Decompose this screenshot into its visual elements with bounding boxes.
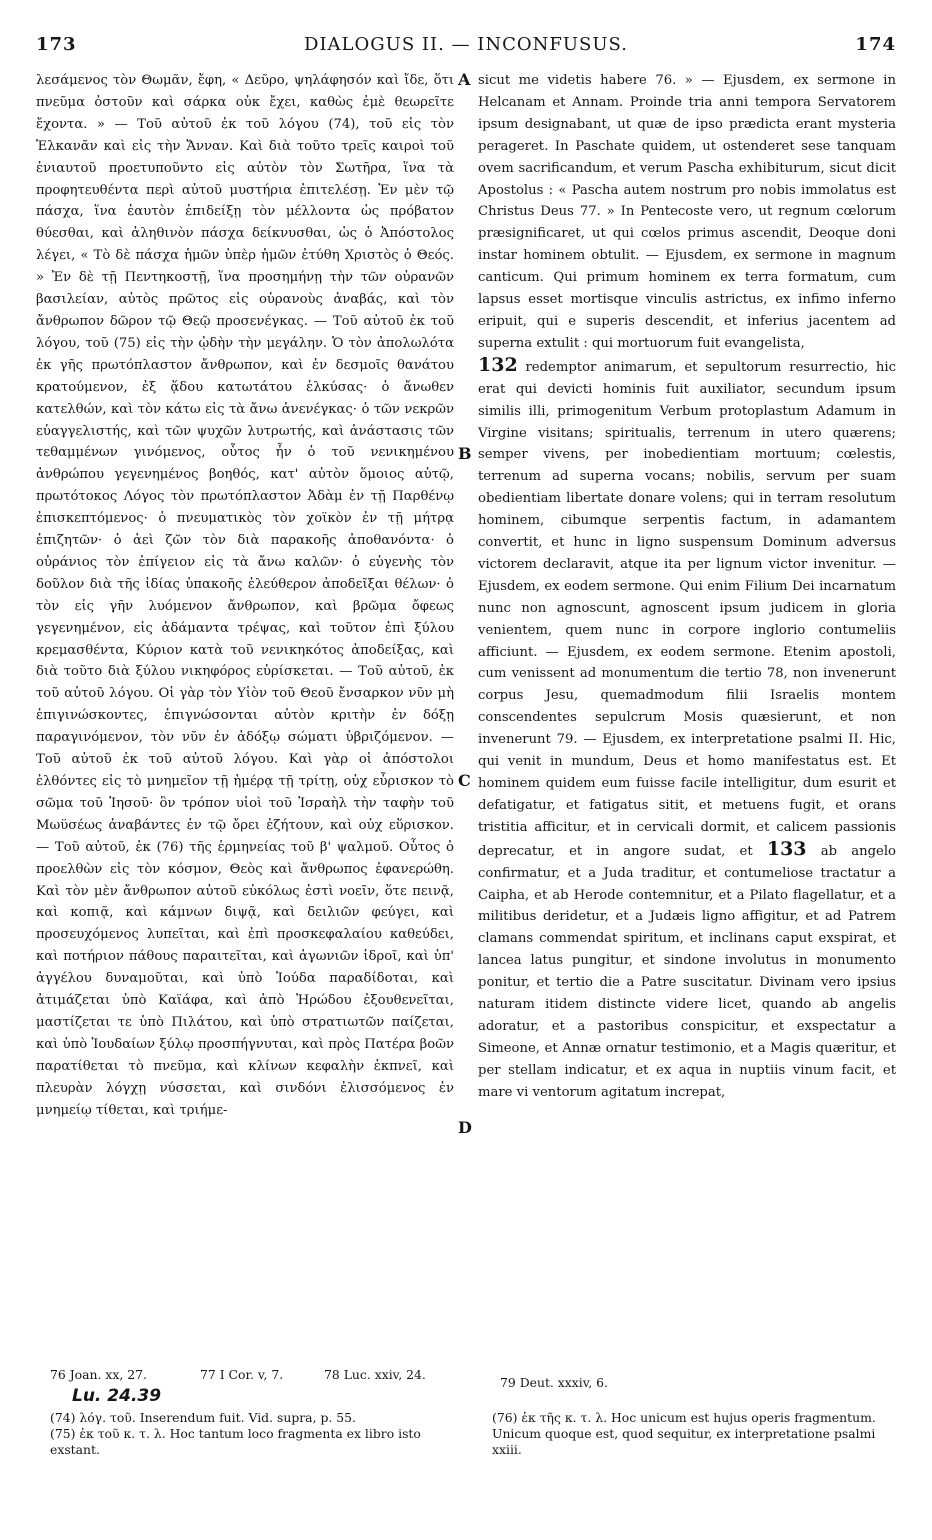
running-title: DIALOGUS II. — INCONFUSUS. [304, 34, 628, 55]
note-75: (75) ἐκ τοῦ κ. τ. λ. Hoc tantum loco fragmenta ex libro isto exstant. [50, 1426, 421, 1457]
column-number-133: 133 [766, 837, 807, 860]
latin-column [478, 70, 896, 1104]
left-page-number: 173 [36, 34, 77, 55]
latin-text-part-2: redemptor animarum, et sepultorum resurrectio, hic erat qui devicti hominis fuit auxiliator, secundum ipsum similis illi, primogenitum Verbum protoplastum Adamum in Virgine visitans; spiritualis, terrenum in utero quærens; semper vivens, per inobedientiam mortuum; cœlestis, terrenum ad superna vocans; nobilis, servum per suam obedientiam libertate donare volens; qui in terram resolutum hominem, cibumque serpentis factum, in adamantem convertit, et hunc in ligno suspensum Dominum adversus victorem declaravit, atque ita per lignum victor invenitur. — Ejusdem, ex eodem sermone. Qui enim Filium Dei incarnatum nunc non agnoscunt, agnoscent ipsum judicem in gloria venientem, quem nunc in corpore inglorio contumeliis afficiunt. — Ejusdem, ex eodem sermone. Etenim apostoli, cum venissent ad monumentum die tertio 78, non invenerunt corpus Jesu, quemadmodum filii Israelis montem conscendentes sepulcrum Mosis quæsierunt, et non invenerunt 79. — Ejusdem, ex interpretatione psalmi II. Hic, qui venit in mundum, Deus et homo manifestatus est. Et hominem quidem eum fuisse facile intelligitur, dum esurit et defatigatur, et fatigatus sitit, et metuens fugit, et orans tristitia afficitur, et in cervicali dormit, et calicem passionis deprecatur, et in angore sudat, et [478, 359, 896, 859]
footnote-76: 76 Joan. xx, 27. [50, 1367, 147, 1382]
right-page-number: 174 [855, 34, 896, 55]
handwritten-annotation: Lu. 24.39 [72, 1386, 162, 1406]
margin-letter-c: C [458, 771, 471, 790]
greek-column [36, 70, 454, 1122]
margin-letter-d: D [458, 1118, 472, 1137]
footnote-77: 77 I Cor. v, 7. [200, 1367, 284, 1382]
margin-letter-a: A [458, 70, 471, 89]
latin-text-part-3: ab angelo confirmatur, et a Juda traditur, et contumeliose tractatur a Caipha, et ab Herode contemnitur, et a Pilato flagellatur, et a militibus deridetur, et a Judæis ligno affigitur, et ad Patrem clamans commendat spiritum, et inclinans caput exspirat, et lancea latus pungitur, et sindone involutus in monumento ponitur, et tertio die a Patre suscitatur. Divinam vero ipsius naturam itidem distincte videre licet, quando ab angelis adoratur, et a pastoribus conspicitur, et exspectatur a Simeone, et Annæ ornatur testimonio, et a Magis quæritur, et per stellam indicatur, et ex aqua in nuptiis vinum facit, et mare vi ventorum agitatum increpat, [478, 843, 896, 1100]
margin-letter-b: B [458, 444, 472, 463]
note-74: (74) λόγ. τοῦ. Inserendum fuit. Vid. supra, p. 55. [50, 1410, 356, 1425]
greek-text: λεσάμενος τὸν Θωμᾶν, ἔφη, « Δεῦρο, ψηλάφησόν καὶ ἴδε, ὅτι πνεῦμα ὀστοῦν καὶ σάρκα οὐκ ἔχει, καθὼς ἐμὲ θεωρεῖτε ἔχοντα. » — Τοῦ αὐτοῦ ἐκ τοῦ λόγου (74), τοῦ εἰς τὸν Ἐλκανᾶν καὶ εἰς τὴν Ἄνναν. Καὶ διὰ τοῦτο τρεῖς καιροὶ τοῦ ἐνιαυτοῦ προετυποῦντο εἰς αὐτὸν τὸν Σωτῆρα, ἵνα τὰ προφητευθέντα περὶ αὐτοῦ μυστήρια ἐπιτελέσῃ. Ἐν μὲν τῷ πάσχα, ἵνα ἑαυτὸν ἐπιδείξῃ τὸν μέλλοντα ὡς πρόβατον θύεσθαι, καὶ ἀληθινὸν πάσχα δείκνυσθαι, ὡς ὁ Ἀπόστολος λέγει, « Τὸ δὲ πάσχα ἡμῶν ὑπὲρ ἡμῶν ἐτύθη Χριστὸς ὁ Θεός. » Ἐν δὲ τῇ Πεντηκοστῇ, ἵνα προσημήνῃ τὴν τῶν οὐρανῶν βασιλείαν, αὐτὸς πρῶτος εἰς οὐρανοὺς ἀναβάς, καὶ τὸν ἄνθρωπον δῶρον τῷ Θεῷ προσενέγκας. — Τοῦ αὐτοῦ ἐκ τοῦ λόγου, τοῦ (75) εἰς τὴν ᾠδὴν τὴν μεγάλην. Ὁ τὸν ἀπολωλότα ἐκ γῆς πρωτόπλαστον ἄνθρωπον, καὶ ἐν δεσμοῖς θανάτου κρατούμενον, ἐξ ᾅδου κατωτάτου ἑλκύσας· ὁ ἄνωθεν κατελθών, καὶ τὸν κάτω εἰς τὰ ἄνω ἀνενέγκας· ὁ τῶν νεκρῶν εὐαγγελιστής, καὶ τῶν ψυχῶν λυτρωτής, καὶ ἀνάστασις τῶν τεθαμμένων γινόμενος, οὗτος ἦν ὁ τοῦ νενικημένου ἀνθρώπου γεγενημένος βοηθός, κατ' αὐτὸν ὅμοιος αὐτῷ, πρωτότοκος Λόγος τὸν πρωτόπλαστον Ἀδὰμ ἐν τῇ Παρθένῳ ἐπισκεπτόμενος· ὁ πνευματικὸς τὸν χοϊκὸν ἐν τῇ μήτρᾳ ἐπιζητῶν· ὁ ἀεὶ ζῶν τὸν διὰ παρακοῆς ἀποθανόντα· ὁ οὐράνιος τὸν ἐπίγειον εἰς τὰ ἄνω καλῶν· ὁ εὐγενὴς τὸν δοῦλον διὰ τῆς ἰδίας ὑπακοῆς ἐλεύθερον ἀποδεῖξαι θέλων· ὁ τὸν εἰς γῆν λυόμενον ἄνθρωπον, καὶ βρῶμα ὄφεως γεγενημένον, εἰς ἀδάμαντα τρέψας, καὶ τοῦτον ἐπὶ ξύλου κρεμασθέντα, Κύριον κατὰ τοῦ νενικηκότος ἀποδείξας, καὶ διὰ τοῦτο διὰ ξύλου νικηφόρος εὑρίσκεται. — Τοῦ αὐτοῦ, ἐκ τοῦ αὐτοῦ λόγου. Οἱ γὰρ τὸν Υἱὸν τοῦ Θεοῦ ἔνσαρκον νῦν μὴ ἐπιγινώσκοντες, ἐπιγνώσονται αὐτὸν κριτὴν ἐν δόξῃ παραγινόμενον, τὸν νῦν ἐν ἀδόξῳ σώματι ὑβριζόμενον. — Τοῦ αὐτοῦ ἐκ τοῦ αὐτοῦ λόγου. Καὶ γὰρ οἱ ἀπόστολοι ἐλθόντες εἰς τὸ μνημεῖον τῇ ἡμέρᾳ τῇ τρίτῃ, οὐχ εὗρισκον τὸ σῶμα τοῦ Ἰησοῦ· ὃν τρόπον υἱοὶ τοῦ Ἰσραὴλ τὴν ταφὴν τοῦ Μωϋσέως ἀναβάντες ἐν τῷ ὄρει ἐζήτουν, καὶ οὐχ εὕρισκον. — Τοῦ αὐτοῦ, ἐκ (76) τῆς ἑρμηνείας τοῦ β' ψαλμοῦ. Οὗτος ὁ προελθὼν εἰς τὸν κόσμον, Θεὸς καὶ ἄνθρωπος ἐφανερώθη. Καὶ τὸν μὲν ἄνθρωπον αὐτοῦ εὐκόλως ἐστὶ νοεῖν, ὅτε πεινᾷ, καὶ κοπιᾷ, καὶ κάμνων διψᾷ, καὶ δειλιῶν φεύγει, καὶ προσευχόμενος λυπεῖται, καὶ ἐπὶ προσκεφαλαίου καθεύδει, καὶ ποτήριον πάθους παραιτεῖται, καὶ ἀγωνιῶν ἱδροῖ, καὶ ὑπ' ἀγγέλου δυναμοῦται, καὶ ὑπὸ Ἰούδα παραδίδοται, καὶ ἀτιμάζεται ὑπὸ Καϊάφα, καὶ ἀπὸ Ἡρώδου ἐξουθενεῖται, μαστίζεται τε ὑπὸ Πιλάτου, καὶ ὑπὸ στρατιωτῶν παίζεται, καὶ ὑπὸ Ἰουδαίων ξύλῳ προσπήγνυται, καὶ πρὸς Πατέρα βοῶν παρατίθεται τὸ πνεῦμα, καὶ κλίνων κεφαλὴν ἐκπνεῖ, καὶ πλευρὰν λόγχῃ νύσσεται, καὶ σινδόνι ἐλισσόμενος ἐν μνημείῳ τίθεται, καὶ τριήμε- [36, 73, 454, 1118]
footnote-78: 78 Luc. xxiv, 24. [324, 1367, 426, 1382]
footnote-79: 79 Deut. xxxiv, 6. [500, 1375, 608, 1390]
editor-notes-right [492, 1410, 892, 1458]
editor-notes-left [50, 1410, 460, 1458]
note-76: (76) ἐκ τῆς κ. τ. λ. Hoc unicum est hujus operis fragmentum. Unicum quoque est, quod sequitur, ex interpretatione psalmi xxiii. [492, 1410, 876, 1457]
column-number-132: 132 [478, 353, 518, 376]
latin-text-part-1: sicut me videtis habere 76. » — Ejusdem, ex sermone in Helcanam et Annam. Proinde tria anni tempora Servatorem ipsum designabant, ut quæ de ipso prædicta erant mysteria perageret. In Paschate quidem, ut ostenderet sese tanquam ovem sacrificandum, et verum Pascha exhibiturum, sicut dicit Apostolus : « Pascha autem nostrum pro nobis immolatus est Christus Deus 77. » In Pentecoste vero, ut regnum cœlorum præsignificaret, ut qui cœlos primus ascendit, Deoque doni instar hominem obtulit. — Ejusdem, ex sermone in magnum canticum. Qui primum hominem ex terra formatum, cum lapsus esset mortisque vinculis astrictus, ex infimo inferno eripuit, qui e superis descendit, et inferius jacentem ad superna extulit : qui mortuorum fuit evangelista, [478, 73, 896, 351]
running-header [36, 34, 896, 60]
